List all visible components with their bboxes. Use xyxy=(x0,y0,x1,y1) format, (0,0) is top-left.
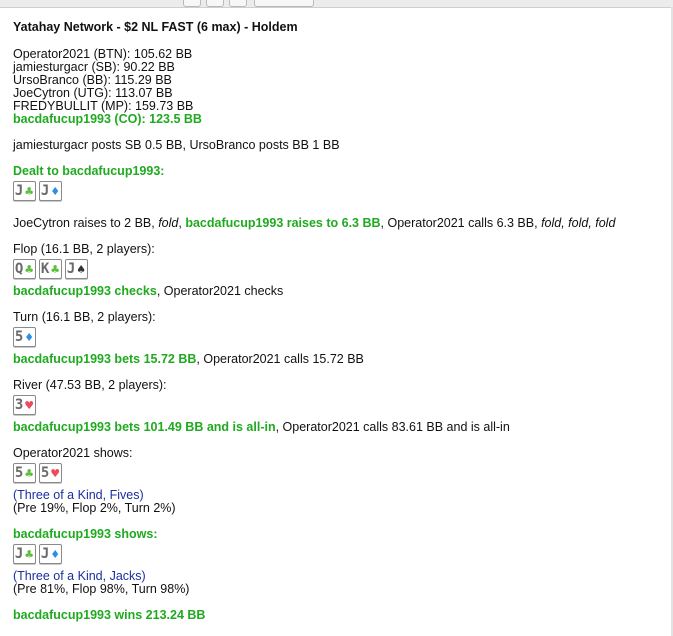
card xyxy=(13,544,36,564)
hero-action: bacdafucup1993 bets 101.49 BB and is all-in xyxy=(13,420,276,434)
flop-label: Flop (16.1 BB, 2 players): xyxy=(13,242,155,256)
toolbar-strip xyxy=(0,0,673,8)
card xyxy=(39,544,62,564)
seat-row: JoeCytron (UTG): 113.07 BB xyxy=(13,86,173,100)
card xyxy=(13,395,36,415)
action-text: JoeCytron raises to 2 BB, xyxy=(13,216,159,230)
hand-rank: (Three of a Kind, Jacks) xyxy=(13,569,146,583)
shown-cards xyxy=(13,544,663,565)
action-fold: fold, fold, fold xyxy=(541,216,616,230)
preflop-actions xyxy=(13,217,663,230)
dealt-label: Dealt to bacdafucup1993: xyxy=(13,164,165,178)
hero-seat-row: bacdafucup1993 (CO): 123.5 BB xyxy=(13,112,202,126)
turn-label: Turn (16.1 BB, 2 players): xyxy=(13,310,156,324)
card-rank: 5 xyxy=(14,328,24,345)
showdown-villain xyxy=(13,447,663,515)
club-icon: ♣ xyxy=(24,466,35,480)
card xyxy=(13,463,36,483)
card xyxy=(39,259,62,279)
hand-rank: (Three of a Kind, Fives) xyxy=(13,488,144,502)
seat-row: FREDYBULLIT (MP): 159.73 BB xyxy=(13,99,194,113)
action-text: , Operator2021 calls 83.61 BB and is all-in xyxy=(275,420,510,434)
river-actions xyxy=(13,421,663,434)
card xyxy=(13,181,36,201)
blinds-line: jamiesturgacr posts SB 0.5 BB, UrsoBranco posts BB 1 BB xyxy=(13,138,340,152)
showdown-label: bacdafucup1993 shows: xyxy=(13,527,158,541)
equity-line: (Pre 19%, Flop 2%, Turn 2%) xyxy=(13,501,176,515)
card-rank: J xyxy=(14,545,24,562)
hand-history xyxy=(13,21,663,622)
showdown-label: Operator2021 shows: xyxy=(13,446,133,460)
card-rank: Q xyxy=(14,260,24,277)
hole-cards xyxy=(13,181,663,202)
diamond-icon: ♦ xyxy=(24,330,35,344)
card-rank: 3 xyxy=(14,396,24,413)
action-text: , Operator2021 calls 6.3 BB, xyxy=(380,216,542,230)
river-label: River (47.53 BB, 2 players): xyxy=(13,378,167,392)
toolbar-button[interactable] xyxy=(206,0,224,7)
card-rank: 5 xyxy=(40,464,50,481)
seat-list xyxy=(13,48,663,126)
club-icon: ♣ xyxy=(24,547,35,561)
hero-action: bacdafucup1993 bets 15.72 BB xyxy=(13,352,197,366)
card xyxy=(13,327,36,347)
card-rank: J xyxy=(14,182,24,199)
action-text: , Operator2021 checks xyxy=(156,284,284,298)
showdown-hero xyxy=(13,528,663,596)
flop-cards xyxy=(13,259,663,280)
card-rank: J xyxy=(66,260,76,277)
shown-cards xyxy=(13,463,663,484)
result-line: bacdafucup1993 wins 213.24 BB xyxy=(13,608,206,622)
card xyxy=(65,259,88,279)
toolbar-button[interactable] xyxy=(254,0,314,7)
club-icon: ♣ xyxy=(50,262,61,276)
card-rank: K xyxy=(40,260,50,277)
hero-action: bacdafucup1993 raises to 6.3 BB xyxy=(185,216,381,230)
turn-actions xyxy=(13,353,663,366)
seat-row: jamiesturgacr (SB): 90.22 BB xyxy=(13,60,175,74)
seat-row: Operator2021 (BTN): 105.62 BB xyxy=(13,47,193,61)
toolbar-button[interactable] xyxy=(229,0,247,7)
river-cards xyxy=(13,395,663,416)
club-icon: ♣ xyxy=(24,262,35,276)
card xyxy=(13,259,36,279)
hero-action: bacdafucup1993 checks xyxy=(13,284,157,298)
action-text: , Operator2021 calls 15.72 BB xyxy=(196,352,364,366)
action-fold: fold xyxy=(158,216,179,230)
equity-line: (Pre 81%, Flop 98%, Turn 98%) xyxy=(13,582,190,596)
card-rank: J xyxy=(40,545,50,562)
page-title: Yatahay Network - $2 NL FAST (6 max) - Holdem xyxy=(13,20,298,34)
turn-cards xyxy=(13,327,663,348)
card xyxy=(39,463,62,483)
spade-icon: ♠ xyxy=(76,262,87,276)
flop-actions xyxy=(13,285,663,298)
card-rank: 5 xyxy=(14,464,24,481)
toolbar-button[interactable] xyxy=(183,0,201,7)
club-icon: ♣ xyxy=(24,184,35,198)
heart-icon: ♥ xyxy=(50,466,61,480)
diamond-icon: ♦ xyxy=(50,184,61,198)
card xyxy=(39,181,62,201)
heart-icon: ♥ xyxy=(24,398,35,412)
action-sep: , xyxy=(178,216,186,230)
card-rank: J xyxy=(40,182,50,199)
seat-row: UrsoBranco (BB): 115.29 BB xyxy=(13,73,172,87)
diamond-icon: ♦ xyxy=(50,547,61,561)
